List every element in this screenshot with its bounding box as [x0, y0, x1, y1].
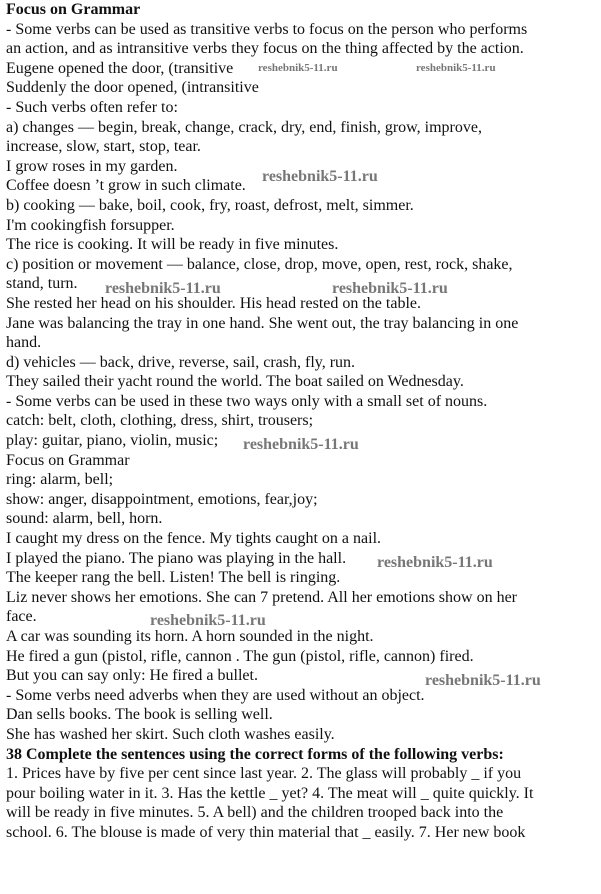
exercise-line: 1. Prices have by five per cent since last year. 2. The glass will probably _ if you	[6, 765, 522, 783]
text-line: an action, and as intransitive verbs they focus on the thing affected by the action.	[6, 40, 524, 58]
exercise-line: school. 6. The blouse is made of very thin material that _ easily. 7. Her new book	[6, 823, 526, 841]
text-line: - Such verbs often refer to:	[6, 98, 178, 116]
text-line: The rice is cooking. It will be ready in five minutes.	[6, 236, 339, 254]
text-line: I'm cookingfish forsupper.	[6, 216, 175, 234]
grammar-notes	[6, 20, 601, 745]
text-line: c) position or movement — balance, close, drop, move, open, rest, rock, shake,	[6, 255, 513, 273]
text-line: He fired a gun (pistol, rifle, cannon . The gun (pistol, rifle, cannon) fired.	[6, 647, 474, 665]
text-line: show: anger, disappointment, emotions, fear,joy;	[6, 490, 318, 508]
text-line: Coffee doesn ’t grow in such climate.	[6, 177, 246, 195]
text-line: - Some verbs can be used in these two ways only with a small set of nouns.	[6, 392, 488, 410]
exercise-line: pour boiling water in it. 3. Has the kettle _ yet? 4. The meat will _ quite quickly. It	[6, 784, 534, 802]
text-line: Jane was balancing the tray in one hand. She went out, the tray balancing in one	[6, 314, 519, 332]
text-line: Dan sells books. The book is selling well.	[6, 706, 273, 724]
watermark: reshebnik5-11.ru	[332, 280, 448, 297]
watermark: reshebnik5-11.ru	[258, 62, 338, 74]
text-line: a) changes — begin, break, change, crack, dry, end, finish, grow, improve,	[6, 118, 482, 136]
text-line: hand.	[6, 334, 42, 352]
text-line: She has washed her skirt. Such cloth washes easily.	[6, 725, 335, 743]
watermark: reshebnik5-11.ru	[377, 554, 493, 571]
text-line: play: guitar, piano, violin, music;	[6, 432, 219, 450]
text-line: Suddenly the door opened, (intransitive	[6, 79, 259, 97]
text-line: sound: alarm, bell, horn.	[6, 510, 163, 528]
watermark: reshebnik5-11.ru	[243, 436, 359, 453]
text-line: The keeper rang the bell. Listen! The bell is ringing.	[6, 569, 341, 587]
exercise-heading: 38 Complete the sentences using the correct forms of the following verbs:	[6, 745, 504, 763]
text-line: Liz never shows her emotions. She can 7 pretend. All her emotions show on her	[6, 588, 517, 606]
text-line: But you can say only: He fired a bullet.	[6, 667, 258, 685]
text-line: She rested her head on his shoulder. His head rested on the table.	[6, 294, 421, 312]
text-line: Eugene opened the door, (transitive	[6, 59, 234, 77]
text-line: stand, turn.	[6, 275, 78, 293]
text-line: I caught my dress on the fence. My tights caught on a nail.	[6, 530, 382, 548]
text-line: Focus on Grammar	[6, 451, 130, 469]
text-line: catch: belt, cloth, clothing, dress, shirt, trousers;	[6, 412, 314, 430]
exercise-line: will be ready in five minutes. 5. A bell) and the children trooped back into the	[6, 804, 504, 822]
text-line: face.	[6, 608, 37, 626]
text-line: - Some verbs can be used as transitive verbs to focus on the person who performs	[6, 20, 528, 38]
section-title: Focus on Grammar	[6, 1, 141, 18]
watermark: reshebnik5-11.ru	[262, 168, 378, 185]
watermark: reshebnik5-11.ru	[425, 672, 541, 689]
exercise-text	[6, 764, 601, 842]
text-line: They sailed their yacht round the world. The boat sailed on Wednesday.	[6, 373, 464, 391]
text-line: ring: alarm, bell;	[6, 471, 114, 489]
text-line: - Some verbs need adverbs when they are used without an object.	[6, 686, 425, 704]
text-line: I grow roses in my garden.	[6, 157, 178, 175]
text-line: d) vehicles — back, drive, reverse, sail, crash, fly, run.	[6, 353, 356, 371]
text-line: increase, slow, start, stop, tear.	[6, 138, 201, 156]
watermark: reshebnik5-11.ru	[105, 280, 221, 297]
watermark: reshebnik5-11.ru	[416, 62, 496, 74]
text-line: A car was sounding its horn. A horn sounded in the night.	[6, 628, 374, 645]
text-line: I played the piano. The piano was playing in the hall.	[6, 549, 347, 567]
text-line: b) cooking — bake, boil, cook, fry, roast, defrost, melt, simmer.	[6, 196, 414, 214]
watermark: reshebnik5-11.ru	[150, 612, 266, 629]
